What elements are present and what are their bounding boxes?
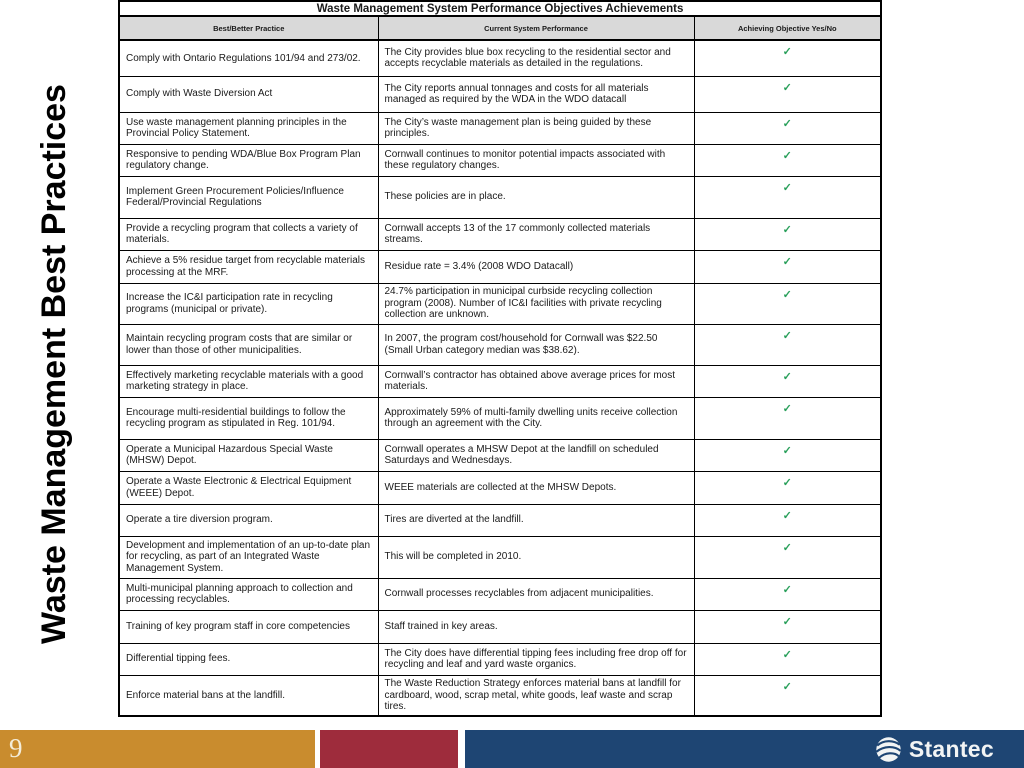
- current-performance-cell: Cornwall’s contractor has obtained above average prices for most materials.: [378, 365, 694, 397]
- current-performance-cell: Staff trained in key areas.: [378, 610, 694, 643]
- check-icon: ✓: [782, 370, 792, 383]
- check-icon: ✓: [782, 81, 792, 94]
- current-performance-cell: Cornwall accepts 13 of the 17 commonly collected materials streams.: [378, 218, 694, 250]
- achieving-objective-cell: [694, 675, 881, 716]
- check-icon: ✓: [782, 181, 792, 194]
- check-icon: ✓: [782, 402, 792, 415]
- table-title-row: [119, 1, 881, 16]
- best-practice-cell: Use waste management planning principles in the Provincial Policy Statement.: [119, 112, 378, 144]
- check-icon: ✓: [782, 288, 792, 301]
- achieving-objective-cell: [694, 439, 881, 471]
- table-row: [119, 578, 881, 610]
- current-performance-cell: Tires are diverted at the landfill.: [378, 504, 694, 536]
- best-practice-cell: Operate a tire diversion program.: [119, 504, 378, 536]
- table-row: [119, 40, 881, 76]
- achieving-objective-cell: [694, 536, 881, 578]
- current-performance-cell: This will be completed in 2010.: [378, 536, 694, 578]
- current-performance-cell: Cornwall continues to monitor potential impacts associated with these regulatory changes.: [378, 144, 694, 176]
- best-practice-cell: Implement Green Procurement Policies/Influence Federal/Provincial Regulations: [119, 176, 378, 218]
- footer-bar-red: [320, 730, 458, 768]
- best-practice-cell: Maintain recycling program costs that are similar or lower than those of other municipalities.: [119, 324, 378, 365]
- stantec-logo-text: Stantec: [908, 735, 994, 762]
- check-icon: ✓: [782, 648, 792, 661]
- table-row: [119, 536, 881, 578]
- best-practice-cell: Responsive to pending WDA/Blue Box Program Plan regulatory change.: [119, 144, 378, 176]
- table-row: [119, 471, 881, 504]
- table-body: [119, 40, 881, 716]
- achieving-objective-cell: [694, 218, 881, 250]
- achieving-objective-cell: [694, 283, 881, 324]
- table-row: [119, 112, 881, 144]
- achieving-objective-cell: [694, 144, 881, 176]
- check-icon: ✓: [782, 680, 792, 693]
- table-row: [119, 643, 881, 675]
- table-row: [119, 250, 881, 283]
- current-performance-cell: The Waste Reduction Strategy enforces material bans at landfill for cardboard, wood, scrap metal, white goods, leaf waste and scrap tires.: [378, 675, 694, 716]
- check-icon: ✓: [782, 223, 792, 236]
- achieving-objective-cell: [694, 324, 881, 365]
- table-row: [119, 365, 881, 397]
- best-practice-cell: Provide a recycling program that collects a variety of materials.: [119, 218, 378, 250]
- table-row: [119, 176, 881, 218]
- achieving-objective-cell: [694, 643, 881, 675]
- current-performance-cell: Approximately 59% of multi-family dwelling units receive collection through an agreement with the City.: [378, 397, 694, 439]
- achieving-objective-cell: [694, 397, 881, 439]
- best-practice-cell: Encourage multi-residential buildings to follow the recycling program as stipulated in Reg. 101/94.: [119, 397, 378, 439]
- achieving-objective-cell: [694, 578, 881, 610]
- check-icon: ✓: [782, 149, 792, 162]
- slide-vertical-title: Waste Management Best Practices: [35, 84, 73, 644]
- table-row: [119, 324, 881, 365]
- best-practice-cell: Comply with Ontario Regulations 101/94 and 273/02.: [119, 40, 378, 76]
- achieving-objective-cell: [694, 40, 881, 76]
- best-practice-cell: Increase the IC&I participation rate in recycling programs (municipal or private).: [119, 283, 378, 324]
- check-icon: ✓: [782, 509, 792, 522]
- stantec-logo: [875, 730, 994, 768]
- achieving-objective-cell: [694, 176, 881, 218]
- check-icon: ✓: [782, 46, 792, 58]
- check-icon: ✓: [782, 583, 792, 596]
- current-performance-cell: Residue rate = 3.4% (2008 WDO Datacall): [378, 250, 694, 283]
- best-practice-cell: Multi-municipal planning approach to collection and processing recyclables.: [119, 578, 378, 610]
- current-performance-cell: The City does have differential tipping fees including free drop off for recycling and leaf and yard waste organics.: [378, 643, 694, 675]
- check-icon: ✓: [782, 329, 792, 342]
- current-performance-cell: In 2007, the program cost/household for Cornwall was $22.50 (Small Urban category median was $38.62).: [378, 324, 694, 365]
- table-row: [119, 439, 881, 471]
- best-practice-cell: Operate a Waste Electronic & Electrical Equipment (WEEE) Depot.: [119, 471, 378, 504]
- column-header-achieving-objective: Achieving Objective Yes/No: [694, 16, 881, 40]
- table-row: [119, 218, 881, 250]
- current-performance-cell: Cornwall operates a MHSW Depot at the landfill on scheduled Saturdays and Wednesdays.: [378, 439, 694, 471]
- table-row: [119, 283, 881, 324]
- achieving-objective-cell: [694, 112, 881, 144]
- check-icon: ✓: [782, 476, 792, 489]
- table-row: [119, 504, 881, 536]
- current-performance-cell: The City provides blue box recycling to the residential sector and accepts recyclable materials as detailed in the regulations.: [378, 40, 694, 76]
- best-practice-cell: Development and implementation of an up-to-date plan for recycling, as part of an Integrated Waste Management System.: [119, 536, 378, 578]
- best-practice-cell: Effectively marketing recyclable materials with a good marketing strategy in place.: [119, 365, 378, 397]
- best-practice-cell: Comply with Waste Diversion Act: [119, 76, 378, 112]
- current-performance-cell: The City reports annual tonnages and costs for all materials managed as required by the WDA in the WDO datacall: [378, 76, 694, 112]
- page-number: 9: [9, 733, 23, 763]
- current-performance-cell: The City’s waste management plan is being guided by these principles.: [378, 112, 694, 144]
- check-icon: ✓: [782, 615, 792, 628]
- check-icon: ✓: [782, 444, 792, 457]
- best-practice-cell: Differential tipping fees.: [119, 643, 378, 675]
- table-row: [119, 675, 881, 716]
- achieving-objective-cell: [694, 365, 881, 397]
- check-icon: ✓: [782, 541, 792, 554]
- achieving-objective-cell: [694, 471, 881, 504]
- stantec-logo-icon: [875, 736, 902, 763]
- current-performance-cell: 24.7% participation in municipal curbside recycling collection program (2008). Number of IC&I facilities with private recycling collection are unknown.: [378, 283, 694, 324]
- table-row: [119, 397, 881, 439]
- best-practice-cell: Operate a Municipal Hazardous Special Waste (MHSW) Depot.: [119, 439, 378, 471]
- table-row: [119, 76, 881, 112]
- column-header-best-practice: Best/Better Practice: [119, 16, 378, 40]
- best-practice-cell: Achieve a 5% residue target from recyclable materials processing at the MRF.: [119, 250, 378, 283]
- best-practice-cell: Training of key program staff in core competencies: [119, 610, 378, 643]
- achieving-objective-cell: [694, 76, 881, 112]
- achieving-objective-cell: [694, 610, 881, 643]
- table-header-row: [119, 16, 881, 40]
- check-icon: ✓: [782, 255, 792, 268]
- table-row: [119, 144, 881, 176]
- current-performance-cell: These policies are in place.: [378, 176, 694, 218]
- current-performance-cell: WEEE materials are collected at the MHSW Depots.: [378, 471, 694, 504]
- current-performance-cell: Cornwall processes recyclables from adjacent municipalities.: [378, 578, 694, 610]
- performance-table: [118, 0, 882, 717]
- check-icon: ✓: [782, 117, 792, 130]
- achieving-objective-cell: [694, 504, 881, 536]
- footer-bar-blue: [465, 730, 1024, 768]
- best-practice-cell: Enforce material bans at the landfill.: [119, 675, 378, 716]
- table-title: Waste Management System Performance Objectives Achievements: [119, 1, 881, 16]
- achieving-objective-cell: [694, 250, 881, 283]
- footer-bar-gold: [0, 730, 315, 768]
- column-header-current-performance: Current System Performance: [378, 16, 694, 40]
- table-row: [119, 610, 881, 643]
